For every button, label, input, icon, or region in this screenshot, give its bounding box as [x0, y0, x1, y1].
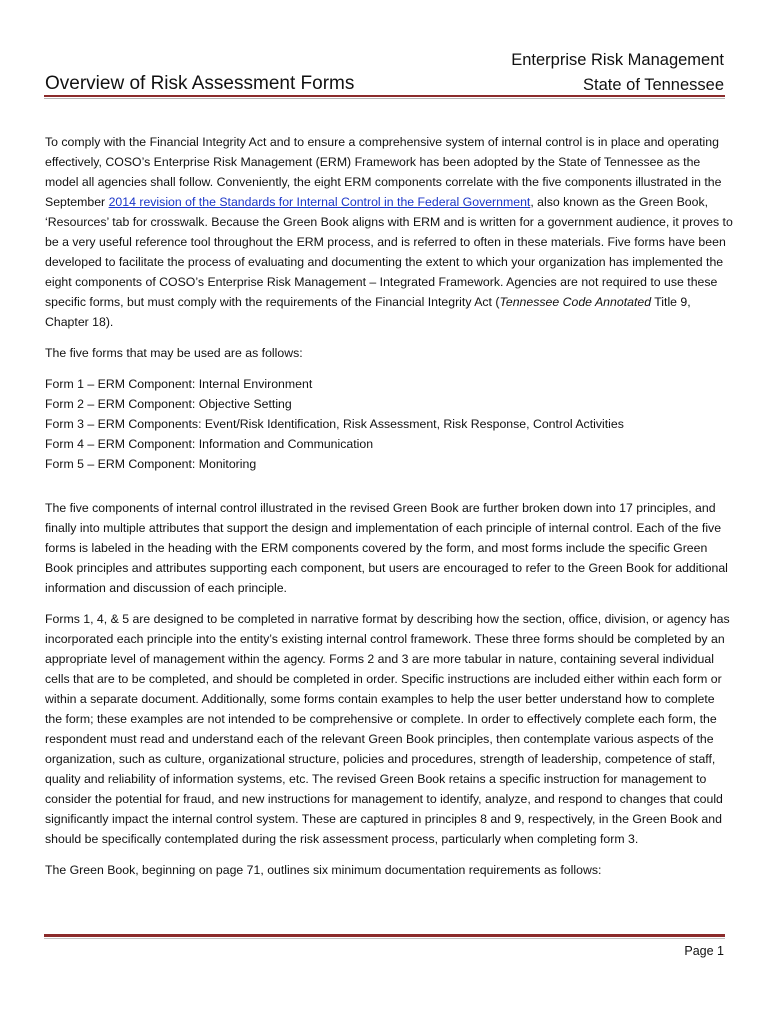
- footer-divider: [44, 934, 725, 939]
- paragraph-forms-intro: The five forms that may be used are as follows:: [45, 346, 303, 360]
- header-organization: [511, 48, 724, 98]
- paragraph-documentation-requirements: The Green Book, beginning on page 71, outlines six minimum documentation requirements as follows:: [45, 863, 602, 877]
- forms-list: [45, 374, 735, 474]
- paragraph-form-instructions: Forms 1, 4, & 5 are designed to be completed in narrative format by describing how the section, office, division, or agency has incorporated each principle into the entity’s existing internal control framework. These three forms should be completed by an appropriate level of management within the agency. Forms 2 and 3 are more tabular in nature, containing several individual cells that are to be completed, and should be completed in order. Specific instructions are included either within each form or within a separate document. Additionally, some forms contain examples to help the user better understand how to complete the form; these examples are not intended to be comprehensive or complete. In order to effectively complete each form, the respondent must read and understand each of the relevant Green Book principles, then contemplate various aspects of the organization, such as culture, organizational structure, policies and procedures, strength of leadership, competence of staff, quality and reliability of information systems, etc. The revised Green Book retains a specific instruction for management to consider the potential for fraud, and new instructions for management to identify, analyze, and respond to changes that could significantly impact the internal control system. These are captured in principles 8 and 9, respectively, in the Green Book and should be specifically contemplated during the risk assessment process, particularly when completing form 3.: [45, 612, 730, 846]
- document-body: [45, 132, 735, 891]
- header-org-line2: State of Tennessee: [583, 76, 724, 94]
- list-item-form-5: Form 5 – ERM Component: Monitoring: [45, 457, 257, 471]
- paragraph-intro: [45, 132, 735, 332]
- green-book-link[interactable]: 2014 revision of the Standards for Internal Control in the Federal Government: [108, 195, 531, 209]
- header-org-line1: Enterprise Risk Management: [511, 51, 724, 69]
- list-item-form-3: Form 3 – ERM Components: Event/Risk Identification, Risk Assessment, Risk Response, Control Activities: [45, 417, 624, 431]
- intro-text-part3: Title 9, Chapter 18).: [45, 295, 691, 329]
- list-item-form-4: Form 4 – ERM Component: Information and Communication: [45, 437, 374, 451]
- paragraph-principles: The five components of internal control illustrated in the revised Green Book are further broken down into 17 principles, and finally into multiple attributes that support the design and implementation of each principle of internal control. Each of the five forms is labeled in the heading with the ERM components covered by the form, and most forms include the specific Green Book principles and attributes supporting each component, but users are encouraged to refer to the Green Book for additional information and discussion of each principle.: [45, 501, 728, 595]
- intro-text-italic: Tennessee Code Annotated: [499, 295, 652, 309]
- header-divider: [44, 95, 725, 99]
- list-item-form-2: Form 2 – ERM Component: Objective Setting: [45, 397, 292, 411]
- page-title: Overview of Risk Assessment Forms: [45, 73, 355, 94]
- page-number: Page 1: [684, 944, 724, 958]
- intro-text-part2: , also known as the Green Book, ‘Resources’ tab for crosswalk. Because the Green Book aligns with ERM and is written for a government audience, it proves to be a very useful reference tool throughout the ERM process, and is referred to often in these materials. Five forms have been developed to facilitate the process of evaluating and documenting the extent to which your organization has implemented the eight components of COSO’s Enterprise Risk Management – Integrated Framework. Agencies are not required to use these specific forms, but must comply with the requirements of the Financial Integrity Act (: [45, 195, 733, 309]
- list-item-form-1: Form 1 – ERM Component: Internal Environment: [45, 377, 313, 391]
- intro-text-part1: To comply with the Financial Integrity Act and to ensure a comprehensive system of internal control is in place and operating effectively, COSO’s Enterprise Risk Management (ERM) Framework has been adopted by the State of Tennessee as the model all agencies shall follow. Conveniently, the eight ERM components correlate with the five components illustrated in the September: [45, 135, 722, 209]
